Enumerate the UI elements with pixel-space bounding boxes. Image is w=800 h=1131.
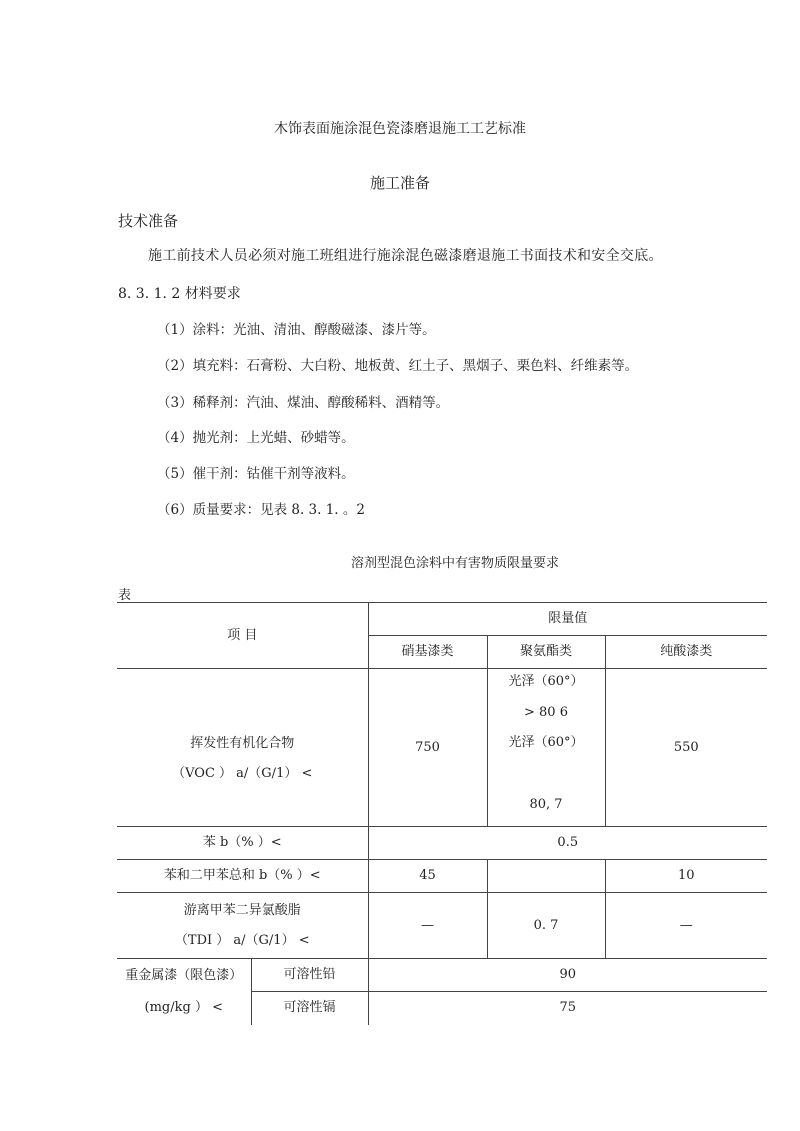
table-row-toluene-xylene <box>117 860 767 893</box>
voc-pu-line3: 光泽（60°） <box>508 735 584 751</box>
lead-value: 90 <box>368 959 767 992</box>
table-row-lead <box>117 959 767 992</box>
tdi-alkyd: — <box>605 893 767 959</box>
toluene-xylene-alkyd: 10 <box>605 860 767 893</box>
table-label: 表 <box>118 588 132 603</box>
table-row-benzene <box>117 827 767 860</box>
header-item: 项 目 <box>117 603 368 669</box>
toluene-xylene-polyurethane <box>487 860 605 893</box>
table-header-row <box>117 603 767 636</box>
material-item-coatings: （1）涂料：光油、清油、醇酸磁漆、漆片等。 <box>157 322 436 338</box>
voc-alkyd: 550 <box>605 669 767 827</box>
subsection-heading: 技术准备 <box>118 212 179 230</box>
lead-label: 可溶性铅 <box>251 959 368 992</box>
table-row-tdi <box>117 893 767 959</box>
material-item-polishes: （4）抛光剂：上光蜡、砂蜡等。 <box>157 430 355 446</box>
voc-pu-line1: 光泽（60°） <box>508 674 584 689</box>
hazardous-substance-limits-table <box>117 602 767 1025</box>
tdi-nitro: — <box>368 893 487 959</box>
table-row-voc <box>117 669 767 827</box>
voc-polyurethane <box>487 669 605 827</box>
header-nitro: 硝基漆类 <box>368 636 487 669</box>
technical-preparation-paragraph: 施工前技术人员必须对施工班组进行施涂混色磁漆磨退施工书面技术和安全交底。 <box>148 248 663 264</box>
heavy-metal-name-line2: (mg/kg ） < <box>144 999 223 1015</box>
table-caption: 溶剂型混色涂料中有害物质限量要求 <box>350 556 559 571</box>
material-item-quality: （6）质量要求：见表 8. 3. 1. 。2 <box>157 502 365 518</box>
material-item-driers: （5）催干剂：钴催干剂等液料。 <box>157 466 355 482</box>
cadmium-label: 可溶性镉 <box>251 992 368 1025</box>
header-polyurethane: 聚氨酯类 <box>487 636 605 669</box>
tdi-polyurethane: 0. 7 <box>487 893 605 959</box>
tdi-name-line2: （TDI ） a/（G/1） < <box>174 932 310 948</box>
header-alkyd: 纯酸漆类 <box>605 636 767 669</box>
voc-name-line1: 挥发性有机化合物 <box>190 735 295 751</box>
benzene-name: 苯 b（% ）< <box>117 827 368 860</box>
voc-pu-line4: 80, 7 <box>529 796 563 812</box>
document-title: 木饰表面施涂混色瓷漆磨退施工工艺标准 <box>274 121 526 137</box>
voc-name-line2: （VOC ） a/（G/1） < <box>172 765 313 781</box>
section-heading: 施工准备 <box>369 174 430 192</box>
material-item-fillers: （2）填充料：石膏粉、大白粉、地板黄、红土子、黑烟子、栗色料、纤维素等。 <box>157 358 639 374</box>
voc-name <box>117 669 368 827</box>
materials-heading: 8. 3. 1. 2 材料要求 <box>118 286 241 302</box>
tdi-name <box>117 893 368 959</box>
heavy-metal-name-line1: 重金属漆（限色漆） <box>125 968 243 984</box>
cadmium-value: 75 <box>368 992 767 1025</box>
benzene-value: 0.5 <box>368 827 767 860</box>
voc-pu-line2: > 80 6 <box>524 704 568 720</box>
material-item-thinners: （3）稀释剂：汽油、煤油、醇酸稀料、酒精等。 <box>157 395 450 411</box>
toluene-xylene-nitro: 45 <box>368 860 487 893</box>
header-limit-value: 限量值 <box>368 603 767 636</box>
voc-nitro: 750 <box>368 669 487 827</box>
heavy-metal-name <box>117 959 251 1025</box>
tdi-name-line1: 游离甲苯二异氯酸脂 <box>183 902 301 918</box>
toluene-xylene-name: 苯和二甲苯总和 b（% ）< <box>117 860 368 893</box>
